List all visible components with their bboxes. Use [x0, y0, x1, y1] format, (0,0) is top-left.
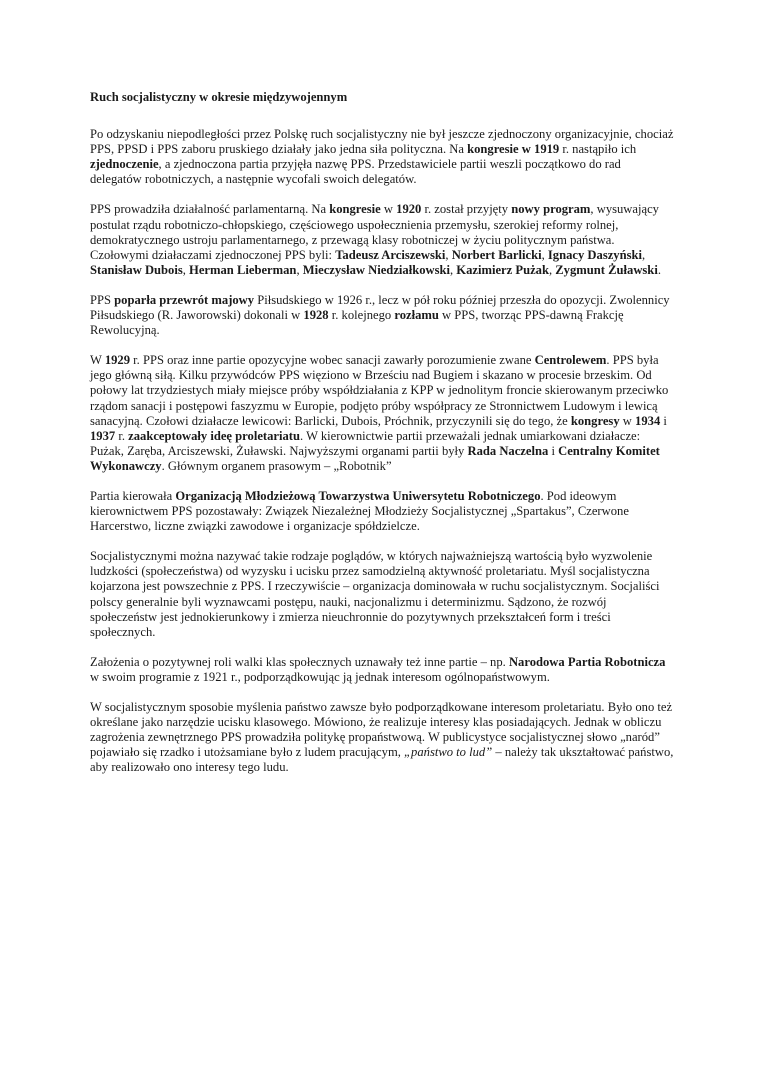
- bold-text: Centralny Komitet Wykonawczy: [90, 443, 660, 473]
- bold-text: Zygmunt Żuławski: [555, 262, 658, 277]
- bold-text: rozłamu: [394, 308, 439, 323]
- bold-text: Narodowa Partia Robotnicza: [508, 654, 666, 669]
- text-run: . PPS była jego główną siłą. Kilku przywódców PPS więziono w Brześciu nad Bugiem i skazano w procesie brzeskim. Od połowy lat trzydziestych miały miejsce próby współdziałania z KPP w jednolitym froncie skierowanym przeciwko rządom sanacji i postępowi faszyzmu w Europie, podjęto próby współpracy ze Stronnictwem Ludowym i lewicą sanacyjną. Czołowi działacze lewicowi: Barlicki, Dubois, Próchnik, przyczynili się do tego, że: [90, 353, 669, 428]
- text-run: r. PPS oraz inne partie opozycyjne wobec sanacji zawarły porozumienie zwane: [130, 353, 535, 368]
- paragraph: [90, 127, 675, 187]
- text-run: w: [619, 413, 636, 428]
- paragraph: [90, 549, 675, 640]
- text-run: Socjalistycznymi można nazywać takie rodzaje poglądów, w których najważniejszą wartością było wyzwolenie ludzkości (społeczeństwa) od wyzysku i ucisku przez samodzielną aktywność proletariatu. Myśl socjalistyczna kojarzona jest powszechnie z PPS. I rzeczywiście – organizacja dominowała w ruchu socjalistycznym. Socjaliści polscy generalnie byli wyznawcami postępu, nauki, nacjonalizmu i determinizmu. Sądzono, że rozwój społeczeństw jest jednokierunkowy i zmierza nieuchronnie do pozytywnych przekształceń form i treści społecznych.: [90, 549, 660, 639]
- paragraph: [90, 700, 675, 775]
- bold-text: 1928: [303, 308, 329, 323]
- paragraph: [90, 489, 675, 534]
- bold-text: 1920: [396, 202, 422, 217]
- document-body: [90, 127, 675, 775]
- document-title: Ruch socjalistyczny w okresie międzywojennym: [90, 90, 348, 104]
- text-run: Po odzyskaniu niepodległości przez Polskę ruch socjalistyczny nie był jeszcze zjednoczony organizacyjnie, chociaż PPS, PPSD i PPS zaboru pruskiego działały jako jedna siła polityczna. Na: [90, 127, 674, 157]
- text-run: , wysuwający postulat rządu robotniczo-chłopskiego, częściowego uspołecznienia przemysłu, szerokiej reformy rolnej, demokratycznego ustroju parlamentarnego, z przewagą klasy robotniczej w życiu politycznym państwa. Czołowymi działaczami zjednoczonej PPS byli:: [90, 202, 659, 262]
- text-run: i: [660, 413, 667, 428]
- bold-text: nowy program: [511, 202, 591, 217]
- bold-text: kongresy: [570, 413, 620, 428]
- bold-text: 1929: [104, 353, 130, 368]
- text-run: . Pod ideowym kierownictwem PPS pozostawały: Związek Niezależnej Młodzieży Socjalistycznej „Spartakus”, Czerwone Harcerstwo, liczne związki zawodowe i organizacje spółdzielcze.: [90, 488, 629, 534]
- text-run: ,: [296, 262, 303, 277]
- text-run: . Głównym organem prasowym – „Robotnik”: [161, 458, 392, 473]
- text-run: w: [380, 202, 397, 217]
- bold-text: Norbert Barlicki: [451, 247, 542, 262]
- bold-text: zjednoczenie: [90, 157, 159, 172]
- text-run: – należy tak ukształtować państwo, aby realizowało ono interesy tego ludu.: [90, 745, 674, 775]
- text-run: r. kolejnego: [328, 308, 395, 323]
- text-run: r. został przyjęty: [421, 202, 512, 217]
- bold-text: zaakceptowały ideę proletariatu: [128, 428, 300, 443]
- text-run: ,: [541, 247, 548, 262]
- bold-text: Mieczysław Niedziałkowski: [302, 262, 450, 277]
- text-run: Założenia o pozytywnej roli walki klas społecznych uznawały też inne partie – np.: [90, 654, 509, 669]
- bold-text: kongresie: [329, 202, 381, 217]
- text-run: ,: [548, 262, 556, 277]
- text-run: w PPS, tworząc PPS-dawną Frakcję Rewolucyjną.: [90, 308, 624, 338]
- text-run: ,: [642, 247, 646, 262]
- bold-text: Herman Lieberman: [189, 262, 297, 277]
- text-run: i: [548, 443, 559, 458]
- bold-text: 1937: [90, 428, 116, 443]
- italic-text: „państwo to lud”: [404, 745, 493, 760]
- text-run: W socjalistycznym sposobie myślenia państwo zawsze było podporządkowane interesom proletariatu. Było ono też określane jako narzędzie ucisku klasowego. Mówiono, że realizuje interesy klas posiadających. Jednak w obliczu zagrożenia zewnętrznego PPS prowadziła politykę propaństwową. W publicystyce socjalistycznej słowo „naród” pojawiało się rzadko i utożsamiane było z ludem pracującym,: [90, 700, 673, 760]
- bold-text: Ignacy Daszyński: [547, 247, 643, 262]
- paragraph: [90, 293, 675, 338]
- bold-text: 1934: [635, 413, 661, 428]
- bold-text: kongresie w 1919: [467, 142, 560, 157]
- text-run: . W kierownictwie partii przeważali jednak umiarkowani działacze: Pużak, Zaręba, Arciszewski, Żuławski. Najwyższymi organami partii były: [90, 428, 641, 458]
- paragraph: [90, 353, 675, 474]
- text-run: , a zjednoczona partia przyjęła nazwę PPS. Przedstawiciele partii weszli początkowo do rad delegatów robotniczych, a następnie wycofali swoich delegatów.: [90, 157, 621, 187]
- text-run: W: [90, 353, 105, 368]
- text-run: w swoim programie z 1921 r., podporządkowując ją jednak interesom ogólnopaństwowym.: [90, 669, 550, 684]
- bold-text: Centrolewem: [534, 353, 607, 368]
- text-run: r. nastąpiło ich: [559, 142, 637, 157]
- paragraph: [90, 655, 675, 685]
- text-run: Piłsudskiego w 1926 r., lecz w pół roku później przeszła do opozycji. Zwolennicy Piłsudskiego (R. Jaworowski) dokonali w: [90, 292, 670, 323]
- text-run: Partia kierowała: [90, 488, 176, 503]
- bold-text: Tadeusz Arciszewski: [335, 247, 446, 262]
- paragraph: [90, 202, 675, 277]
- text-run: PPS prowadziła działalność parlamentarną. Na: [90, 202, 330, 217]
- text-run: ,: [445, 247, 452, 262]
- bold-text: Kazimierz Pużak: [456, 262, 549, 277]
- text-run: r.: [115, 428, 129, 443]
- bold-text: Organizacją Młodzieżową Towarzystwa Uniwersytetu Robotniczego: [175, 488, 541, 503]
- bold-text: poparła przewrót majowy: [114, 292, 255, 307]
- text-run: ,: [182, 262, 190, 277]
- text-run: .: [657, 262, 661, 277]
- bold-text: Rada Naczelna: [467, 443, 549, 458]
- bold-text: Stanisław Dubois: [90, 262, 183, 277]
- document-page: [90, 90, 675, 790]
- text-run: PPS: [90, 292, 115, 307]
- text-run: ,: [450, 262, 457, 277]
